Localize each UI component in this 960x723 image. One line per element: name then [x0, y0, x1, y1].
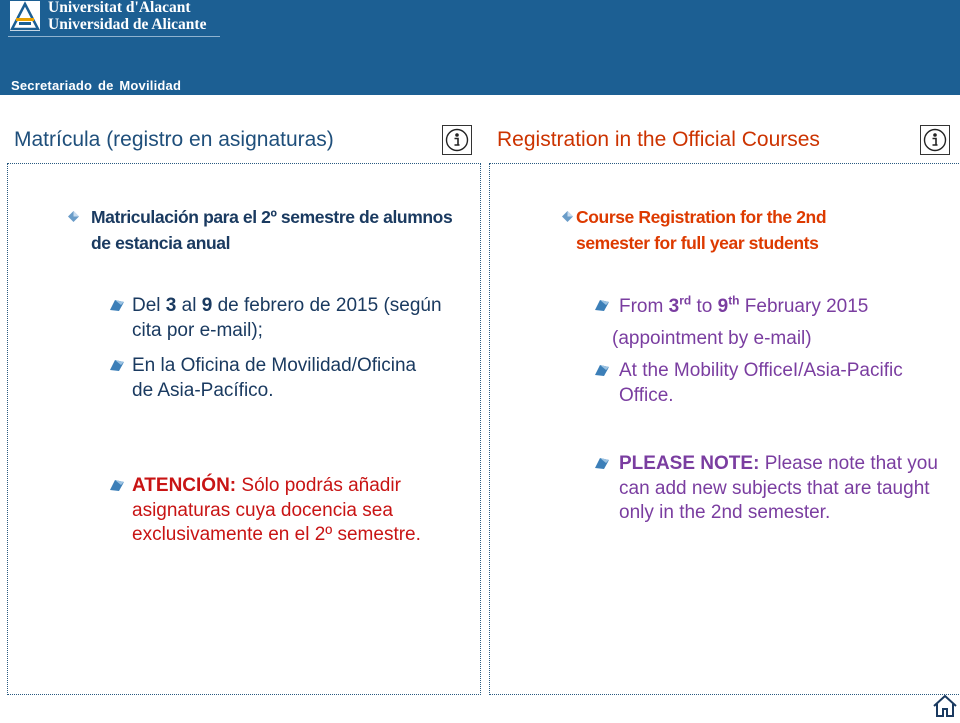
university-logo-icon	[10, 1, 40, 31]
flag-bullet-icon	[594, 299, 610, 311]
right-column-title: Registration in the Official Courses	[497, 128, 820, 151]
institution-name-valencian: Universitat d'Alacant	[48, 0, 191, 16]
home-button[interactable]	[932, 694, 958, 718]
info-icon	[443, 126, 471, 154]
right-info-button[interactable]	[920, 125, 950, 155]
start-day: 3	[668, 296, 680, 317]
flag-bullet-icon	[109, 299, 125, 311]
right-heading-line1: Course Registration for the 2nd	[576, 207, 827, 227]
end-day: 9	[201, 295, 213, 316]
left-bullet-dates	[132, 294, 472, 343]
right-heading	[576, 204, 956, 256]
diamond-bullet-icon	[562, 211, 573, 222]
left-info-button[interactable]	[442, 125, 472, 155]
right-heading-line2: semester for full year students	[576, 233, 819, 253]
right-bullet-note	[619, 452, 939, 526]
university-logo	[10, 1, 40, 31]
date-detail: February 2015	[744, 296, 869, 317]
flag-bullet-icon	[109, 479, 125, 491]
left-bullet-attention	[132, 474, 472, 548]
right-bullet-dates	[619, 295, 949, 320]
from-label: Del	[132, 295, 161, 316]
flag-bullet-icon	[109, 359, 125, 371]
date-detail: de febrero de 2015 (según cita por e-mail);	[132, 295, 442, 341]
right-panel	[489, 163, 960, 695]
diamond-bullet-icon	[68, 211, 79, 222]
left-column-title: Matrícula (registro en asignaturas)	[14, 128, 334, 151]
to-label: al	[181, 295, 197, 316]
header-banner	[0, 0, 960, 95]
section-name: Secretariado de Movilidad	[11, 78, 182, 93]
note-text: Please note that you can add new subjects that are taught only in the 2nd semester.	[619, 453, 938, 523]
left-panel	[7, 163, 481, 695]
start-day-suffix: rd	[679, 293, 692, 308]
start-day: 3	[165, 295, 177, 316]
institution-name-spanish: Universidad de Alicante	[48, 16, 207, 33]
flag-bullet-icon	[594, 364, 610, 376]
attention-text: Sólo podrás añadir asignaturas cuya docencia sea exclusivamente en el 2º semestre.	[132, 475, 421, 545]
left-bullet-office: En la Oficina de Movilidad/Oficina de Asia-Pacífico.	[132, 355, 417, 401]
right-appointment-note: (appointment by e-mail)	[612, 328, 812, 349]
to-label: to	[696, 296, 713, 317]
left-heading: Matriculación para el 2º semestre de alumnos de estancia anual	[91, 207, 453, 253]
note-label: PLEASE NOTE:	[619, 453, 760, 474]
from-label: From	[619, 296, 664, 317]
attention-label: ATENCIÓN:	[132, 475, 237, 496]
flag-bullet-icon	[594, 457, 610, 469]
end-day: 9	[717, 296, 729, 317]
header-divider	[8, 36, 220, 37]
info-icon	[921, 126, 949, 154]
end-day-suffix: th	[728, 293, 740, 308]
home-icon	[932, 694, 958, 718]
right-bullet-office: At the Mobility OfficeI/Asia-Pacific Office.	[619, 360, 903, 406]
institution-name	[48, 0, 206, 33]
